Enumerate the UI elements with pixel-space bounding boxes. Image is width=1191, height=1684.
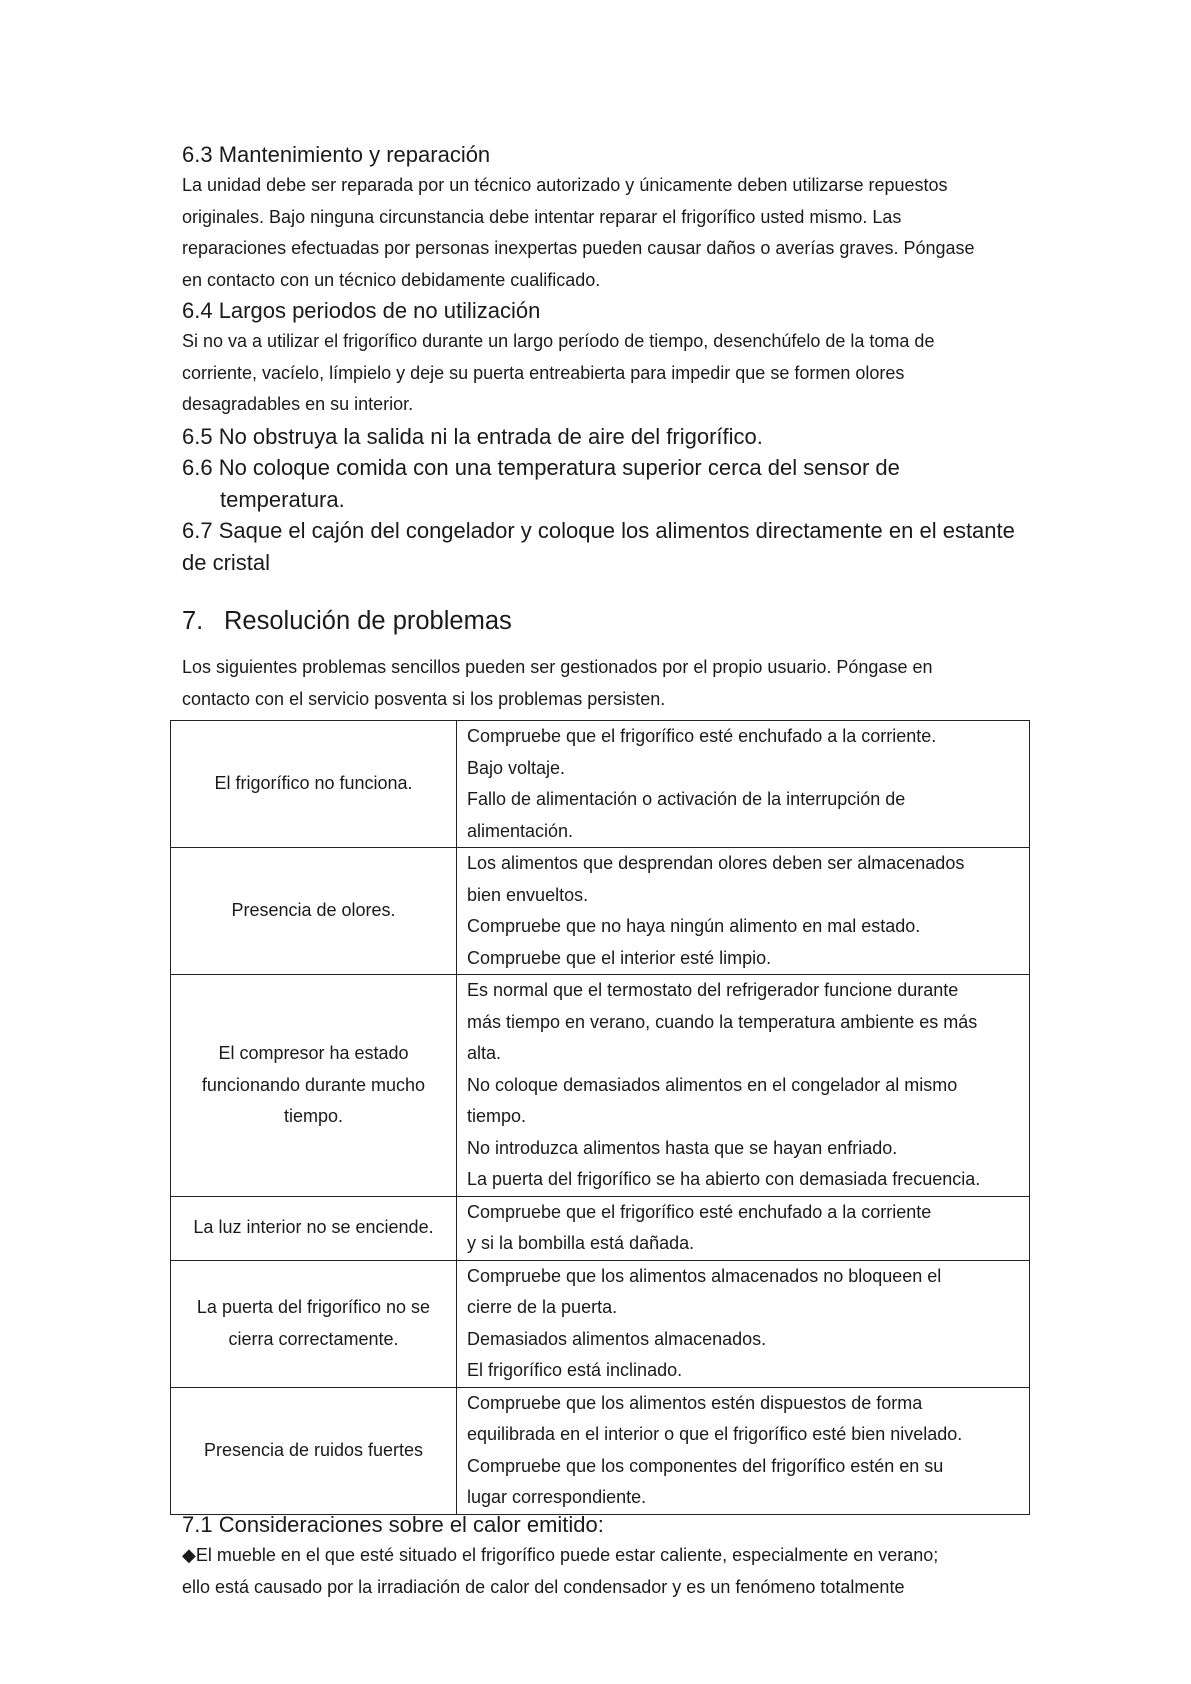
troubleshooting-table-body <box>171 721 1030 1515</box>
solution-text: Compruebe que el frigorífico esté enchufado a la corriente. <box>467 726 937 746</box>
section-title: Resolución de problemas <box>224 607 512 635</box>
intro-line: contacto con el servicio posventa si los problemas persisten. <box>182 688 666 709</box>
solution-text: equilibrada en el interior o que el frigorífico esté bien nivelado. <box>467 1424 963 1444</box>
paragraph-line: originales. Bajo ninguna circunstancia debe intentar reparar el frigorífico usted mismo. Las <box>182 206 902 227</box>
solution-text: cierre de la puerta. <box>467 1297 618 1317</box>
solution-cell <box>457 1387 1030 1514</box>
solution-text: Los alimentos que desprendan olores deben ser almacenados <box>467 853 965 873</box>
solution-text: Compruebe que no haya ningún alimento en mal estado. <box>467 916 921 936</box>
solution-cell <box>457 721 1030 848</box>
paragraph-line: desagradables en su interior. <box>182 394 414 414</box>
solution-text: lugar correspondiente. <box>467 1487 647 1507</box>
solution-cell <box>457 975 1030 1197</box>
bullet-text: El mueble en el que esté situado el frigorífico puede estar caliente, especialmente en verano; <box>195 1545 939 1565</box>
heading-6-4: 6.4 Largos periodos de no utilización <box>182 298 541 323</box>
problem-cell <box>171 1387 457 1514</box>
problem-cell <box>171 848 457 975</box>
problem-cell <box>171 721 457 848</box>
problem-text: cierra correctamente. <box>228 1328 399 1349</box>
solution-text: Compruebe que los componentes del frigorífico estén en su <box>467 1455 944 1476</box>
paragraph-line <box>182 1540 1042 1572</box>
table-row <box>171 1196 1030 1260</box>
problem-text: La puerta del frigorífico no se <box>196 1297 431 1317</box>
problem-cell <box>171 975 457 1197</box>
paragraph-line: Si no va a utilizar el frigorífico durante un largo período de tiempo, desenchúfelo de la toma de <box>182 331 935 351</box>
table-row <box>171 975 1030 1197</box>
solution-text: No introduzca alimentos hasta que se hayan enfriado. <box>467 1137 898 1158</box>
problem-cell <box>171 1260 457 1387</box>
solution-text: alta. <box>467 1043 502 1063</box>
solution-text: El frigorífico está inclinado. <box>467 1360 683 1380</box>
table-row <box>171 1387 1030 1514</box>
table-row <box>171 721 1030 848</box>
item-6-5: 6.5 No obstruya la salida ni la entrada de aire del frigorífico. <box>182 423 763 449</box>
solution-text: Compruebe que el frigorífico esté enchufado a la corriente <box>467 1201 932 1222</box>
solution-text: y si la bombilla está dañada. <box>467 1233 695 1253</box>
problem-text: Presencia de ruidos fuertes <box>203 1439 424 1460</box>
paragraph-line: en contacto con un técnico debidamente cualificado. <box>182 269 601 290</box>
problem-cell <box>171 1196 457 1260</box>
solution-text: más tiempo en verano, cuando la temperatura ambiente es más <box>467 1011 978 1032</box>
item-6-6-line1: 6.6 No coloque comida con una temperatura superior cerca del sensor de <box>182 455 900 480</box>
intro-line: Los siguientes problemas sencillos pueden ser gestionados por el propio usuario. Póngase en <box>182 657 933 677</box>
heading-7-1: 7.1 Consideraciones sobre el calor emitido: <box>182 1512 604 1537</box>
problem-text: Presencia de olores. <box>231 900 396 921</box>
solution-text: Demasiados alimentos almacenados. <box>467 1328 767 1349</box>
problem-text: El frigorífico no funciona. <box>214 773 413 794</box>
diamond-bullet-icon: ◆ <box>182 1545 196 1565</box>
solution-text: Es normal que el termostato del refrigerador funcione durante <box>467 980 959 1000</box>
paragraph-line: La unidad debe ser reparada por un técnico autorizado y únicamente deben utilizarse repuestos <box>182 175 948 195</box>
solution-text: La puerta del frigorífico se ha abierto con demasiada frecuencia. <box>467 1169 981 1189</box>
section-number: 7. <box>182 607 204 635</box>
solution-text: alimentación. <box>467 820 574 841</box>
solution-text: No coloque demasiados alimentos en el congelador al mismo <box>467 1074 958 1095</box>
problem-text: tiempo. <box>283 1106 344 1126</box>
heading-7 <box>182 604 1037 638</box>
solution-text: bien envueltos. <box>467 884 589 905</box>
table-row <box>171 848 1030 975</box>
main-content <box>182 140 1037 715</box>
solution-text: Compruebe que los alimentos estén dispuestos de forma <box>467 1392 923 1413</box>
solution-text: Bajo voltaje. <box>467 757 566 778</box>
heading-6-3: 6.3 Mantenimiento y reparación <box>182 142 491 167</box>
paragraph-line: reparaciones efectuadas por personas inexpertas pueden causar daños o averías graves. Póngase <box>182 238 975 258</box>
problem-text: funcionando durante mucho <box>201 1074 426 1095</box>
solution-text: Compruebe que los alimentos almacenados no bloqueen el <box>467 1265 942 1286</box>
item-6-7-line2: de cristal <box>182 549 271 575</box>
item-6-6-line2: temperatura. <box>220 486 345 512</box>
solution-text: Compruebe que el interior esté limpio. <box>467 947 772 968</box>
troubleshooting-table <box>170 720 1030 1515</box>
solution-cell <box>457 848 1030 975</box>
section-7-1 <box>182 1510 1042 1603</box>
paragraph-line: corriente, vacíelo, límpielo y deje su puerta entreabierta para impedir que se formen olores <box>182 362 905 383</box>
solution-cell <box>457 1260 1030 1387</box>
solution-text: tiempo. <box>467 1106 527 1126</box>
problem-text: El compresor ha estado <box>218 1043 409 1063</box>
problem-text: La luz interior no se enciende. <box>193 1217 434 1238</box>
solution-text: Fallo de alimentación o activación de la interrupción de <box>467 789 906 809</box>
solution-cell <box>457 1196 1030 1260</box>
item-6-7-line1: 6.7 Saque el cajón del congelador y coloque los alimentos directamente en el estante <box>182 518 1015 543</box>
paragraph-line: ello está causado por la irradiación de calor del condensador y es un fenómeno totalmente <box>182 1576 905 1597</box>
table-row <box>171 1260 1030 1387</box>
